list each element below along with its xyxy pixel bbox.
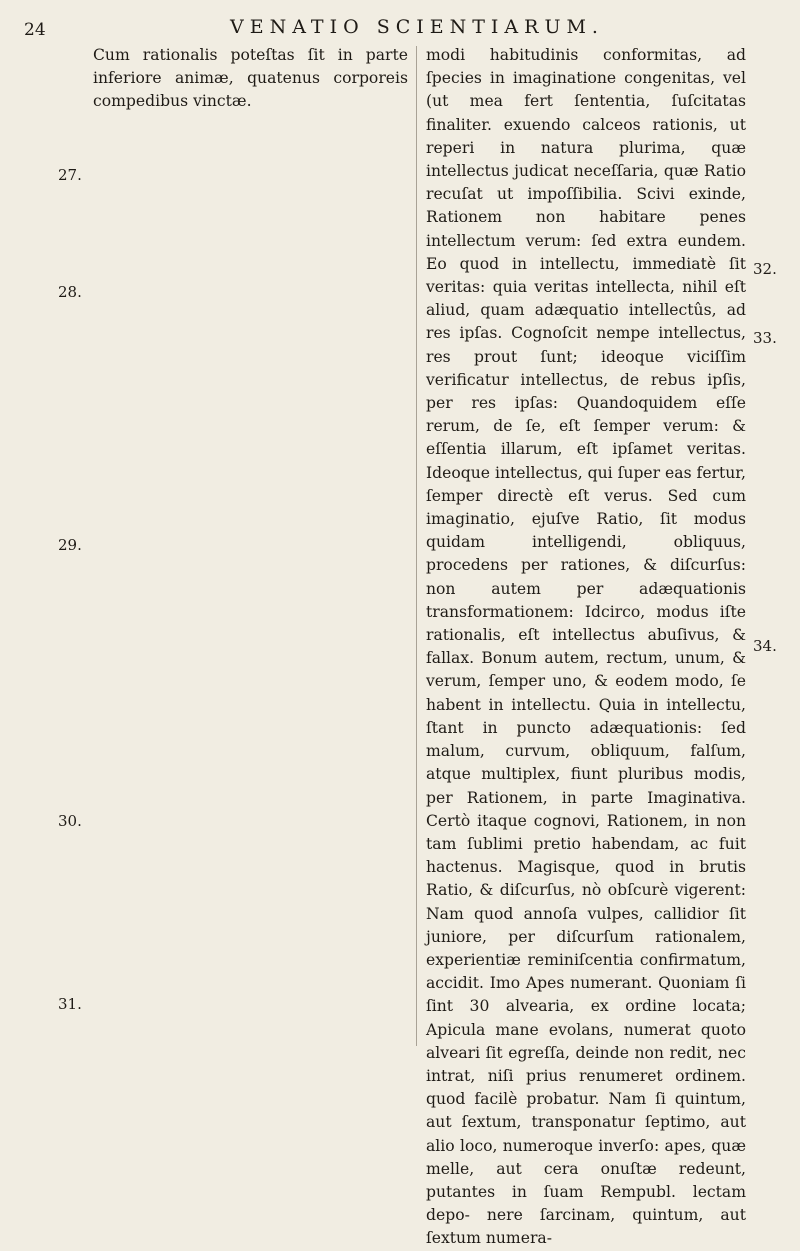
margin-number-31: 31.: [58, 995, 82, 1013]
margin-number-30: 30.: [58, 812, 82, 830]
running-title: VENATIO SCIENTIARUM.: [230, 16, 604, 38]
margin-number-29: 29.: [58, 536, 82, 554]
left-paragraph: Cum rationalis poteſtas ſit in parte inferiore animæ, quatenus corporeis compedibus vinctæ.: [93, 46, 408, 111]
margin-number-32: 32.: [753, 260, 777, 278]
left-column: [93, 44, 408, 114]
page-number: 24: [24, 20, 46, 40]
column-divider: [416, 46, 417, 1046]
right-paragraph: modi habitudinis conformitas, ad ſpecies in imaginatione congenitas, vel (ut mea fert ſententia, ſuſcitatas finaliter. exuendo calceos rationis, ut reperi in natura plurima, quæ intellectus judicat neceſſaria, quæ Ratio recuſat ut impoſſibilia. Scivi exinde, Rationem non habitare penes intellectum verum: ſed extra eundem. Eo quod in intellectu, immediatè ſit veritas: quia veritas intellecta, nihil eſt aliud, quam adæquatio intellectûs, ad res ipſas. Cognoſcit nempe intellectus, res prout ſunt; ideoque viciſſim verificatur intellectus, de rebus ipſis, per res ipſas: Quandoquidem eſſe rerum, de ſe, eſt ſemper verum: & eſſentia illarum, eſt ipſamet veritas. Ideoque intellectus, qui ſuper eas fertur, ſemper directè eſt verus. Sed cum imaginatio, ejuſve Ratio, ſit modus quidam intelligendi, obliquus, procedens per rationes, & diſcurſus: non autem per adæquationis transformationem: Idcirco, modus iſte rationalis, eſt intellectus abuſivus, & fallax. Bonum autem, rectum, unum, & verum, ſemper uno, & eodem modo, ſe habent in intellectu. Quia in intellectu, ſtant in puncto adæquationis: ſed malum, curvum, obliquum, falſum, atque multiplex, fiunt pluribus modis, per Rationem, in parte Imaginativa. Certò itaque cognovi, Rationem, in non tam ſublimi pretio habendam, ac fuit hactenus. Magisque, quod in brutis Ratio, & diſcurſus, nò obſcurè vigerent: Nam quod annoſa vulpes, callidior ſit juniore, per diſcurſum rationalem, experientiæ reminiſcentia confirmatum, accidit. Imo Apes numerant. Quoniam ſi ſint 30 alvearia, ex ordine locata; Apicula mane evolans, numerat quoto alveari ſit egreſſa, deinde non redit, nec intrat, niſi prius renumeret ordinem. quod facilè probatur. Nam ſi quintum, aut ſextum, transponatur ſeptimo, aut alio loco, numeroque inverſo: apes, quæ melle, aut cera onuſtæ redeunt, putantes in ſuam Rempubl. lectam depo- nere ſarcinam, quintum, aut ſextum numera-: [426, 46, 747, 1248]
margin-number-27: 27.: [58, 166, 82, 184]
margin-number-28: 28.: [58, 283, 82, 301]
margin-number-33: 33.: [753, 329, 777, 347]
margin-number-34: 34.: [753, 637, 777, 655]
right-column: [426, 44, 746, 1251]
